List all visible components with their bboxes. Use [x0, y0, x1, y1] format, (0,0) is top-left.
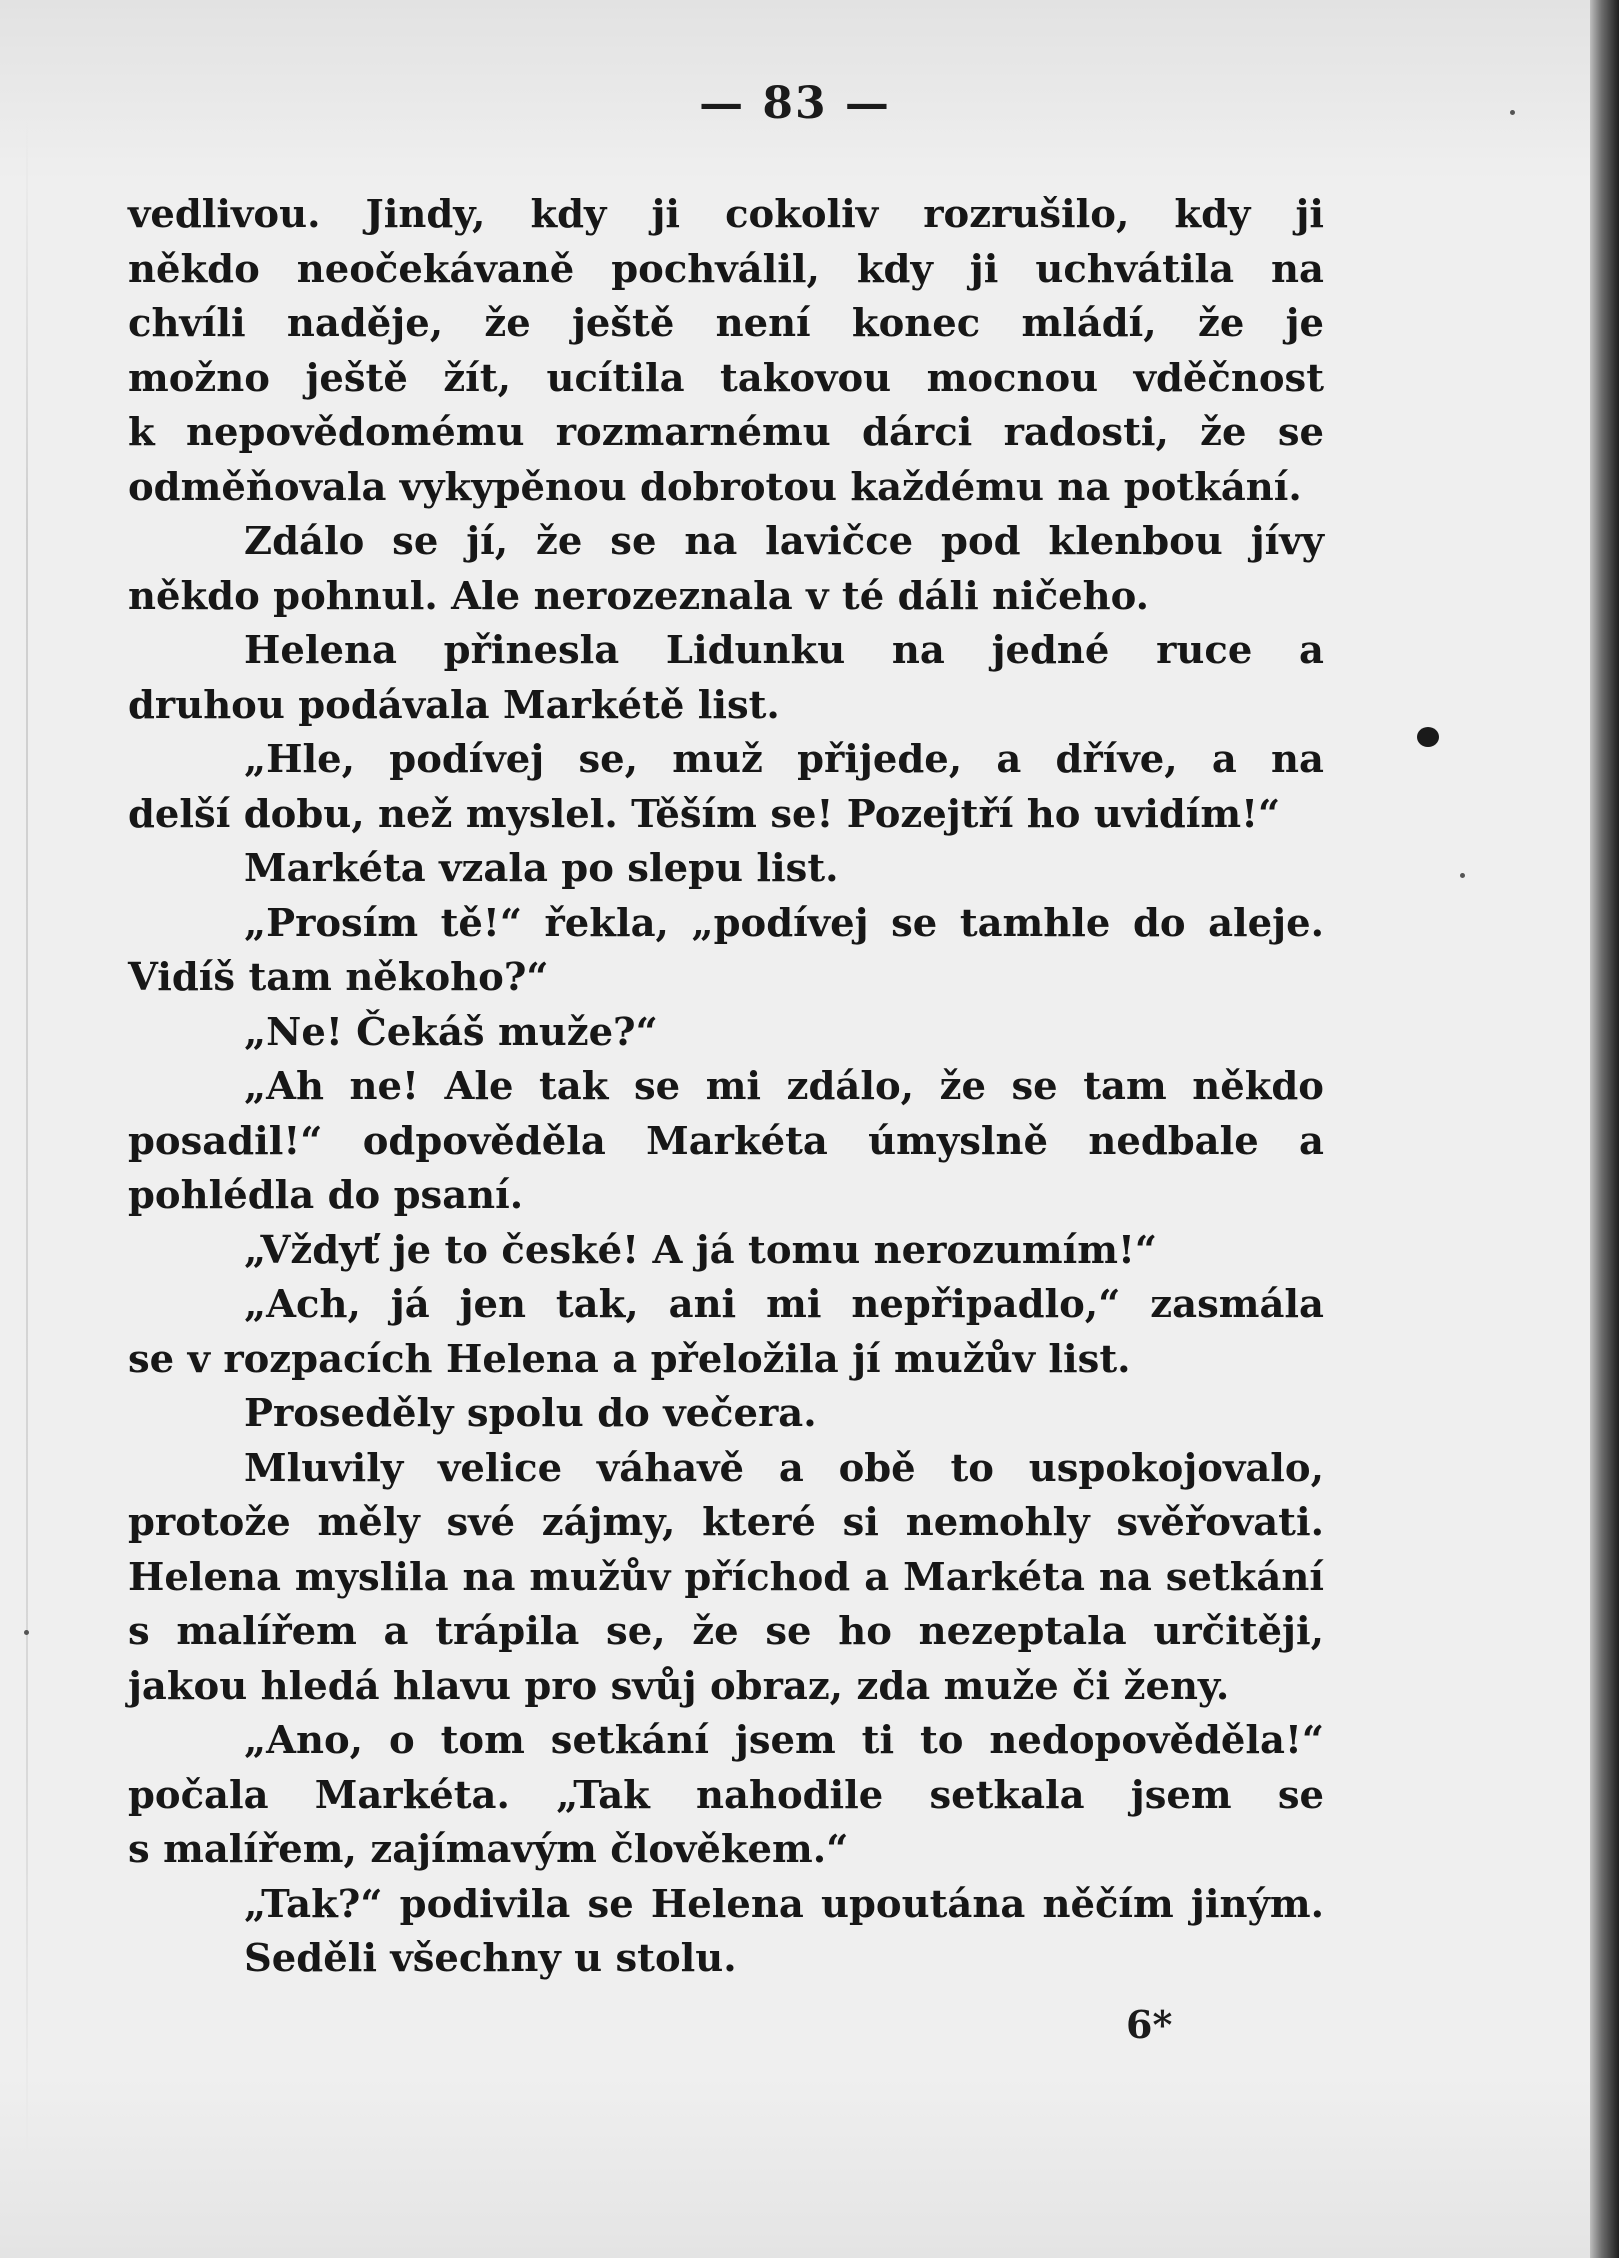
dust-speck	[1510, 110, 1515, 115]
text-line: možno ještě žít, ucítila takovou mocnou vděčnost	[128, 355, 1324, 401]
page-number: — 83 —	[699, 78, 891, 129]
text-line: se v rozpacích Helena a přeložila jí mužův list.	[128, 1336, 1131, 1382]
text-line: Zdálo se jí, že se na lavičce pod klenbou jívy	[244, 519, 1324, 564]
text-line: „Tak?“ podivila se Helena upoutána něčím jiným.	[244, 1881, 1324, 1927]
text-line: „Hle, podívej se, muž přijede, a dříve, a na	[244, 737, 1324, 782]
text-line: „Ano, o tom setkání jsem ti to nedopověděla!“	[244, 1718, 1324, 1763]
text-line: protože měly své zájmy, které si nemohly svěřovati.	[128, 1500, 1324, 1545]
text-line: Vidíš tam někoho?“	[128, 955, 549, 1000]
ink-blot	[1417, 727, 1439, 747]
text-line: delší dobu, než myslel. Těším se! Pozejtří ho uvidím!“	[128, 791, 1281, 837]
printer-signature: 6*	[1126, 2002, 1173, 2047]
text-line: Helena přinesla Lidunku na jedné ruce a	[244, 628, 1324, 673]
text-line: s malířem a trápila se, že se ho nezeptala určitěji,	[128, 1609, 1324, 1654]
text-line: někdo neočekávaně pochválil, kdy ji uchvátila na	[128, 246, 1324, 292]
text-line: Proseděly spolu do večera.	[244, 1391, 817, 1436]
text-line: jakou hledá hlavu pro svůj obraz, zda muže či ženy.	[128, 1663, 1230, 1709]
text-line: „Ne! Čekáš muže?“	[244, 1009, 658, 1055]
text-line: chvíli naděje, že ještě není konec mládí, že je	[128, 301, 1324, 346]
text-line: s malířem, zajímavým člověkem.“	[128, 1827, 849, 1872]
dust-speck	[1460, 873, 1465, 878]
text-line: vedlivou. Jindy, kdy ji cokoliv rozrušilo, kdy ji	[128, 192, 1324, 237]
page-edge-shadow	[1590, 0, 1619, 2258]
text-line: Markéta vzala po slepu list.	[244, 846, 839, 891]
text-line: Helena myslila na mužův příchod a Markéta na setkání	[128, 1554, 1324, 1600]
text-line: Seděli všechny u stolu.	[244, 1936, 737, 1981]
text-line: Mluvily velice váhavě a obě to uspokojovalo,	[244, 1445, 1324, 1491]
text-line: „Vždyť je to české! A já tomu nerozumím!“	[244, 1227, 1158, 1273]
dust-speck	[24, 1630, 29, 1635]
text-line: „Prosím tě!“ řekla, „podívej se tamhle do aleje.	[244, 900, 1324, 946]
text-line: „Ach, já jen tak, ani mi nepřipadlo,“ zasmála	[244, 1282, 1324, 1327]
text-line: někdo pohnul. Ale nerozeznala v té dáli ničeho.	[128, 573, 1150, 619]
text-line: počala Markéta. „Tak nahodile setkala jsem se	[128, 1772, 1324, 1818]
text-line: posadil!“ odpověděla Markéta úmyslně nedbale a	[128, 1118, 1324, 1164]
text-line: pohlédla do psaní.	[128, 1173, 524, 1218]
body-text	[128, 188, 1324, 1987]
text-line: odměňovala vykypěnou dobrotou každému na potkání.	[128, 464, 1302, 510]
text-line: „Ah ne! Ale tak se mi zdálo, že se tam někdo	[244, 1064, 1324, 1109]
text-line: k nepovědomému rozmarnému dárci radosti, že se	[128, 410, 1324, 455]
page-gutter-line	[26, 120, 28, 2160]
text-line: druhou podávala Markétě list.	[128, 682, 780, 728]
